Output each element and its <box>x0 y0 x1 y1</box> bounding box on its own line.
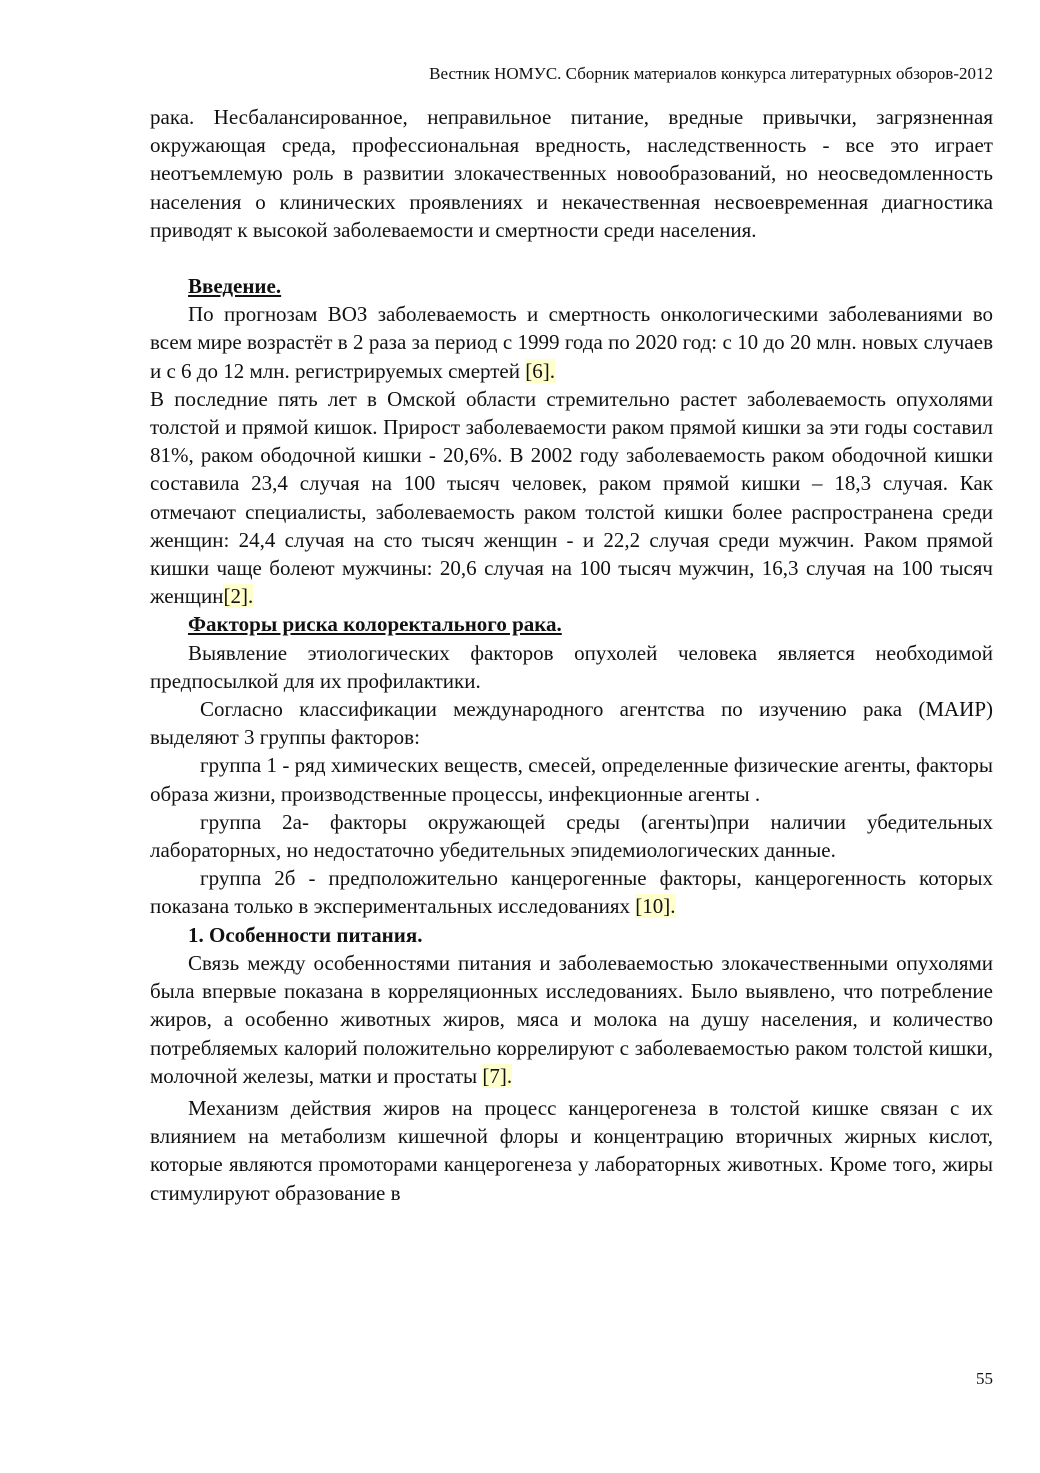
page-number: 55 <box>976 1369 993 1388</box>
paragraph-nutrition-correlation <box>150 949 993 1090</box>
paragraph-fat-mechanism: Механизм действия жиров на процесс канцерогенеза в толстой кишке связан с их влиянием на метаболизм кишечной флоры и концентрацию вторичных жирных кислот, которые являются промоторами канцерогенеза у лабораторных животных. Кроме того, жиры стимулируют образование в <box>150 1095 993 1205</box>
paragraph-omsk-statistics <box>150 385 993 611</box>
heading-introduction: Введение. <box>188 274 282 299</box>
paragraph-group-2b <box>150 864 993 920</box>
paragraph-etiology: Выявление этиологических факторов опухолей человека является необходимой предпосылкой для их профилактики. <box>150 640 993 693</box>
paragraph-text: группа 2б - предположительно канцерогенные факторы, канцерогенность которых показана только в экспериментальных исследованиях <box>150 866 993 919</box>
citation-link[interactable]: [2]. <box>223 584 254 609</box>
paragraph-text: Связь между особенностями питания и заболеваемостью злокачественными опухолями была впервые показана в корреляционных исследованиях. Было выявлено, что потребление жиров, а особенно животных жиров, мяса и молока на душу населения, и количество потребляемых калорий положительно коррелируют с заболеваемостью раком толстой кишки, молочной железы, матки и простаты <box>150 950 993 1088</box>
paragraph-text: По прогнозам ВОЗ заболеваемость и смертность онкологическими заболеваниями во всем мире возрастёт в 2 раза за период с 1999 года по 2020 год: с 10 до 20 млн. новых случаев и с 6 до 12 млн. регистрируемых смертей <box>150 302 993 383</box>
paragraph-gap <box>150 244 993 272</box>
paragraph-group-1: группа 1 - ряд химических веществ, смесей, определенные физические агенты, факторы образа жизни, производственные процессы, инфекционные агенты . <box>150 753 993 806</box>
citation-link[interactable]: [7]. <box>482 1063 513 1088</box>
document-body <box>150 103 993 1207</box>
heading-nutrition: 1. Особенности питания. <box>188 922 423 947</box>
citation-link[interactable]: [6]. <box>525 358 555 383</box>
paragraph-text: В последние пять лет в Омской области стремительно растет заболеваемость опухолями толстой и прямой кишок. Прирост заболеваемости раком прямой кишки за эти годы составил 81%, раком ободочной кишки - 20,6%. В 2002 году заболеваемость раком ободочной кишки составила 23,4 случая на 100 тысяч человек, раком прямой кишки – 18,3 случая. Как отмечают специалисты, заболеваемость раком толстой кишки более распространена среди женщин: 24,4 случая на сто тысяч женщин - и 22,2 случая среди мужчин. Раком прямой кишки чаще болеют мужчины: 20,6 случая на 100 тысяч мужчин, 16,3 случая на 100 тысяч женщин <box>150 386 993 609</box>
paragraph-group-2a: группа 2а- факторы окружающей среды (агенты)при наличии убедительных лабораторных, но недостаточно убедительных эпидемиологических данные. <box>150 809 993 863</box>
paragraph-who-forecast <box>150 300 993 385</box>
citation-link[interactable]: [10]. <box>635 894 676 919</box>
paragraph-iarc-classification: Согласно классификации международного агентства по изучению рака (МАИР) выделяют 3 группы факторов: <box>150 697 993 750</box>
heading-risk-factors: Факторы риска колоректального рака. <box>188 612 562 637</box>
paragraph-continuation: рака. Несбалансированное, неправильное питание, вредные привычки, загрязненная окружающая среда, профессиональная вредность, наследственность - все это играет неотъемлемую роль в развитии злокачественных новообразований, но неосведомленность населения о клинических проявлениях и некачественная несвоевременная диагностика приводят к высокой заболеваемости и смертности среди населения. <box>150 105 993 242</box>
running-header: Вестник НОМУС. Сборник материалов конкурса литературных обзоров-2012 <box>429 64 993 83</box>
